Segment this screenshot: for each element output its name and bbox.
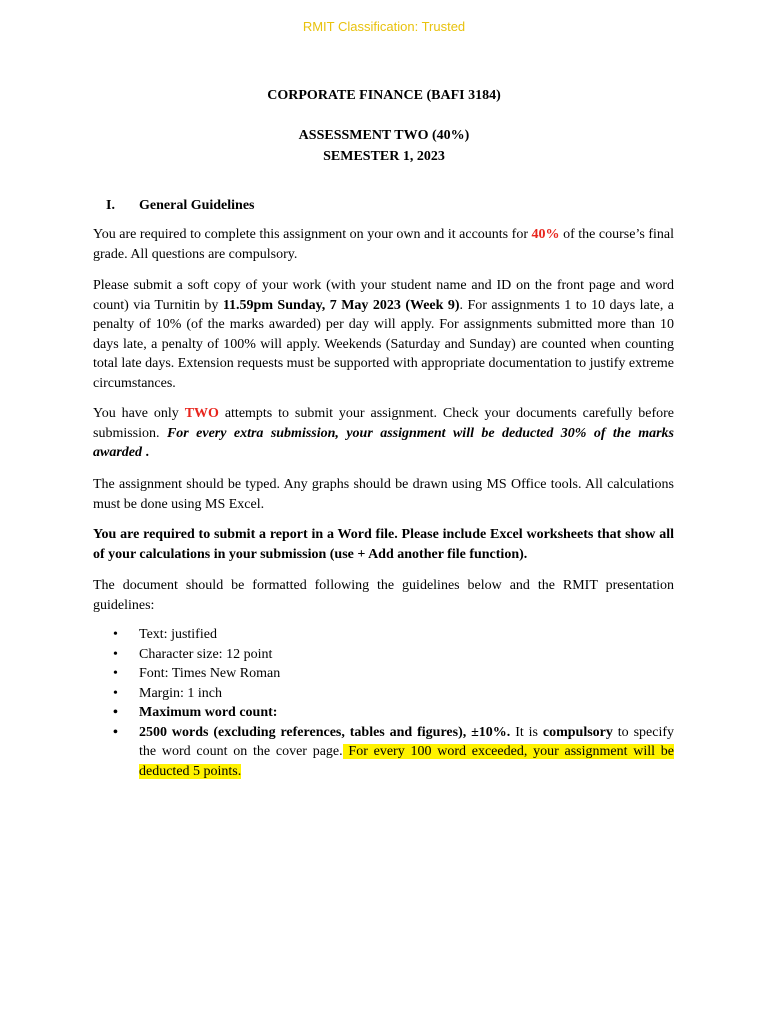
list-item-text: Margin: 1 inch <box>139 685 222 701</box>
section-title: General Guidelines <box>139 198 255 213</box>
bullet-icon: • <box>113 685 118 701</box>
paragraph-typed: The assignment should be typed. Any graphs should be drawn using MS Office tools. All calculations must be done using MS Excel. <box>93 477 674 512</box>
para1-text-a: You are required to complete this assignment on your own and it accounts for <box>93 227 532 242</box>
para2-text-b: . For assignments 1 to 10 days late, a penalty of 10% (of the marks awarded) per day will apply. For assignments submitted more than 10 days late, a penalty of 100% will apply. Weekends (Saturday and Sunday) are counted when counting total late days. Extension requests must be supported with appropriate documentation to justify extreme circumstances. <box>93 297 674 391</box>
paragraph-submission <box>93 276 674 393</box>
paragraph-word-file: You are required to submit a report in a Word file. Please include Excel worksheets that show all of your calculations in your submission (use + Add another file function). <box>93 527 674 562</box>
formatting-list <box>93 625 674 781</box>
para3-text-a: You have only <box>93 406 185 421</box>
assessment-title: ASSESSMENT TWO (40%) <box>298 128 470 143</box>
list-item <box>93 703 674 723</box>
paragraph-grade-weight <box>93 225 674 264</box>
highlighted-penalty: For every 100 word exceeded, your assignment will be deducted 5 points. <box>139 744 675 779</box>
para3-text-b: attempts to submit your assignment. Check your documents carefully before submission. <box>93 406 674 441</box>
list-item-text: Character size: 12 point <box>139 646 273 662</box>
bullet-icon: • <box>113 666 118 681</box>
list-item-text: Text: justified <box>139 627 217 642</box>
attempts-count: TWO <box>184 406 219 421</box>
bullet-icon: • <box>113 705 118 720</box>
assessment-title-block <box>0 125 768 167</box>
semester-title: SEMESTER 1, 2023 <box>323 149 445 164</box>
word-limit-after: to specify the word count on the cover page. <box>139 724 674 759</box>
classification-header: RMIT Classification: Trusted <box>302 19 466 34</box>
penalty-emphasis: For every extra submission, your assignment will be deducted 30% of the marks awarded <box>93 425 674 460</box>
para1-text-b: of the course’s final grade. All questions are compulsory. <box>93 227 674 262</box>
para3-end: . <box>142 445 149 460</box>
paragraph-attempts <box>93 404 674 463</box>
grade-weight-value: 40% <box>531 227 560 242</box>
bullet-icon: • <box>113 646 118 662</box>
word-count-label: Maximum word count: <box>139 705 278 720</box>
list-item <box>93 625 674 645</box>
deadline-text: 11.59pm Sunday, 7 May 2023 (Week 9) <box>222 297 460 313</box>
paragraph-formatting: The document should be formatted following the guidelines below and the RMIT presentation guidelines: <box>93 578 674 613</box>
list-item <box>93 684 674 704</box>
list-item <box>93 645 674 665</box>
compulsory-text: compulsory <box>542 724 613 740</box>
list-item <box>93 664 674 684</box>
word-limit-mid: It is <box>510 724 543 740</box>
list-item-word-limit <box>93 723 674 782</box>
bullet-icon: • <box>113 627 118 642</box>
list-item-text: Font: Times New Roman <box>139 666 281 681</box>
course-title: CORPORATE FINANCE (BAFI 3184) <box>267 88 501 103</box>
section-number: I. <box>106 198 115 213</box>
word-limit-text: 2500 words (excluding references, tables and figures), ±10%. <box>139 724 511 740</box>
section-heading <box>106 198 255 214</box>
bullet-icon: • <box>113 724 118 740</box>
para2-text-a: Please submit a soft copy of your work (with your student name and ID on the front page and word count) via Turnitin by <box>93 278 674 313</box>
